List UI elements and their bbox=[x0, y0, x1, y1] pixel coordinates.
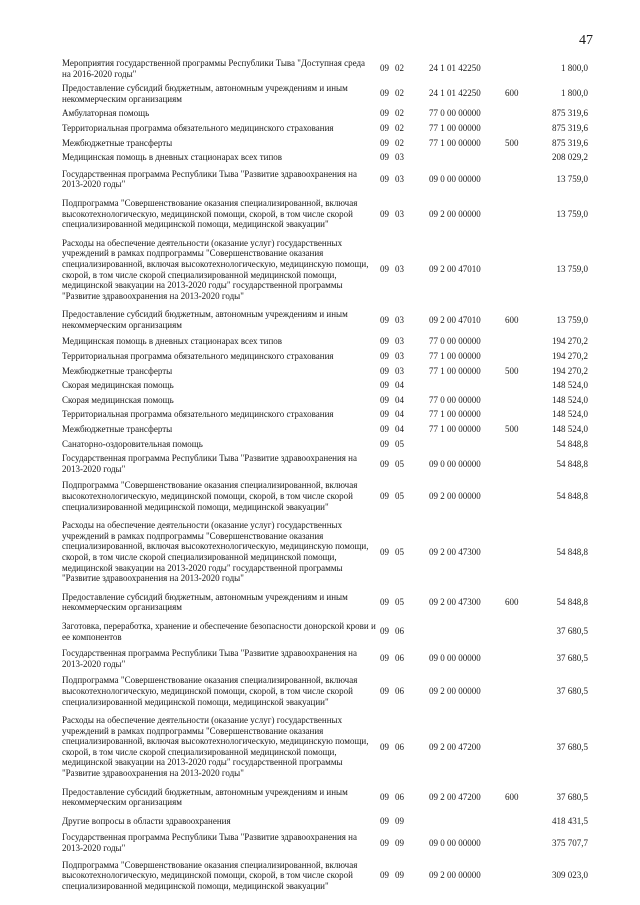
row-section: 09 bbox=[380, 438, 389, 449]
row-subsection: 04 bbox=[395, 424, 404, 435]
row-subsection: 03 bbox=[395, 152, 404, 163]
table-row bbox=[62, 453, 588, 474]
row-amount: 875 319,6 bbox=[552, 108, 588, 119]
row-expense-type: 500 bbox=[505, 424, 519, 435]
table-row bbox=[62, 336, 588, 347]
row-subsection: 02 bbox=[395, 63, 404, 74]
row-target-article: 77 0 00 00000 bbox=[429, 394, 481, 405]
row-name: Территориальная программа обязательного медицинского страхования bbox=[62, 122, 334, 133]
row-section: 09 bbox=[380, 63, 389, 74]
row-subsection: 05 bbox=[395, 438, 404, 449]
row-name: Другие вопросы в области здравоохранения bbox=[62, 815, 231, 826]
row-amount: 208 029,2 bbox=[552, 152, 588, 163]
table-row bbox=[62, 380, 588, 391]
row-subsection: 06 bbox=[395, 653, 404, 664]
row-amount: 13 759,0 bbox=[556, 314, 588, 325]
row-target-article: 77 1 00 00000 bbox=[429, 351, 481, 362]
table-row bbox=[62, 123, 588, 134]
row-name: Предоставление субсидий бюджетным, автономным учреждениям и иным некоммерческим организациям bbox=[62, 83, 348, 104]
row-section: 09 bbox=[380, 208, 389, 219]
row-name: Скорая медицинская помощь bbox=[62, 394, 174, 405]
row-amount: 1 800,0 bbox=[561, 88, 588, 99]
table-row bbox=[62, 648, 588, 669]
row-amount: 375 707,7 bbox=[552, 837, 588, 848]
row-section: 09 bbox=[380, 597, 389, 608]
row-amount: 148 524,0 bbox=[552, 380, 588, 391]
row-target-article: 09 0 00 00000 bbox=[429, 458, 481, 469]
row-amount: 148 524,0 bbox=[552, 409, 588, 420]
row-subsection: 02 bbox=[395, 137, 404, 148]
row-section: 09 bbox=[380, 409, 389, 420]
row-name: Территориальная программа обязательного медицинского страхования bbox=[62, 409, 334, 420]
row-name: Медицинская помощь в дневных стационарах всех типов bbox=[62, 336, 283, 347]
row-subsection: 05 bbox=[395, 546, 404, 557]
row-subsection: 06 bbox=[395, 626, 404, 637]
row-amount: 194 270,2 bbox=[552, 365, 588, 376]
row-section: 09 bbox=[380, 458, 389, 469]
page-number: 47 bbox=[579, 33, 593, 48]
row-subsection: 05 bbox=[395, 458, 404, 469]
row-section: 09 bbox=[380, 685, 389, 696]
row-name: Государственная программа Республики Тыва "Развитие здравоохранения на 2013-2020 годы" bbox=[62, 648, 357, 669]
row-target-article: 09 2 00 47300 bbox=[429, 597, 481, 608]
table-row bbox=[62, 58, 588, 79]
row-expense-type: 500 bbox=[505, 137, 519, 148]
row-subsection: 04 bbox=[395, 394, 404, 405]
row-amount: 37 680,5 bbox=[556, 741, 588, 752]
table-row bbox=[62, 860, 588, 892]
row-section: 09 bbox=[380, 546, 389, 557]
row-expense-type: 500 bbox=[505, 365, 519, 376]
row-name: Расходы на обеспечение деятельности (оказание услуг) государственных учреждений в рамках подпрограммы "Совершенствование оказания специализированной, включая высокотехнологическую, медицинскую помощи, скорой, в том числе скорой специализированной медицинской помощи, медицинской эвакуации на 2013-2020 годы" государственной программы "Развитие здравоохранения на 2013-2020 годы" bbox=[62, 715, 369, 779]
budget-table bbox=[62, 58, 588, 891]
table-row bbox=[62, 198, 588, 230]
row-subsection: 09 bbox=[395, 870, 404, 881]
row-target-article: 77 1 00 00000 bbox=[429, 122, 481, 133]
row-amount: 54 848,8 bbox=[556, 546, 588, 557]
row-target-article: 77 1 00 00000 bbox=[429, 365, 481, 376]
row-section: 09 bbox=[380, 791, 389, 802]
row-name: Предоставление субсидий бюджетным, автономным учреждениям и иным некоммерческим организациям bbox=[62, 591, 348, 613]
row-target-article: 09 2 00 00000 bbox=[429, 491, 481, 501]
row-target-article: 09 2 00 47010 bbox=[429, 314, 481, 325]
row-name: Государственная программа Республики Тыва "Развитие здравоохранения на 2013-2020 годы" bbox=[62, 168, 357, 190]
row-section: 09 bbox=[380, 815, 389, 826]
table-row bbox=[62, 351, 588, 362]
row-target-article: 09 2 00 00000 bbox=[429, 208, 481, 219]
row-name: Подпрограмма "Совершенствование оказания специализированной, включая высокотехнологическую, медицинской помощи, скорой, в том числе скорой специализированной медицинской помощи, медицинской эвакуации" bbox=[62, 675, 358, 707]
row-expense-type: 600 bbox=[505, 791, 519, 802]
row-name: Подпрограмма "Совершенствование оказания специализированной, включая высокотехнологическую, медицинской помощи, скорой, в том числе скорой специализированной медицинской помощи, медицинской эвакуации" bbox=[62, 480, 358, 512]
row-section: 09 bbox=[380, 264, 389, 275]
row-target-article: 24 1 01 42250 bbox=[429, 63, 481, 74]
row-section: 09 bbox=[380, 837, 389, 848]
row-section: 09 bbox=[380, 314, 389, 325]
table-row bbox=[62, 832, 588, 853]
row-section: 09 bbox=[380, 741, 389, 752]
row-subsection: 03 bbox=[395, 174, 404, 185]
row-name: Предоставление субсидий бюджетным, автономным учреждениям и иным некоммерческим организациям bbox=[62, 786, 348, 808]
row-subsection: 05 bbox=[395, 491, 404, 501]
table-row bbox=[62, 592, 588, 613]
row-target-article: 77 1 00 00000 bbox=[429, 409, 481, 420]
row-name: Медицинская помощь в дневных стационарах всех типов bbox=[62, 152, 283, 163]
table-row bbox=[62, 138, 588, 149]
table-row bbox=[62, 83, 588, 104]
row-section: 09 bbox=[380, 870, 389, 881]
row-name: Государственная программа Республики Тыва "Развитие здравоохранения на 2013-2020 годы" bbox=[62, 453, 357, 474]
row-name: Подпрограмма "Совершенствование оказания специализированной, включая высокотехнологическую, медицинской помощи, скорой, в том числе скорой специализированной медицинской помощи, медицинской эвакуации" bbox=[62, 197, 358, 230]
row-subsection: 05 bbox=[395, 597, 404, 608]
row-subsection: 09 bbox=[395, 815, 404, 826]
table-row bbox=[62, 169, 588, 190]
row-target-article: 24 1 01 42250 bbox=[429, 88, 481, 99]
row-name: Расходы на обеспечение деятельности (оказание услуг) государственных учреждений в рамках подпрограммы "Совершенствование оказания специализированной, включая высокотехнологическую, медицинскую помощи, скорой, в том числе скорой специализированной медицинской помощи, медицинской эвакуации на 2013-2020 годы" государственной программы "Развитие здравоохранения на 2013-2020 годы" bbox=[62, 237, 369, 301]
row-subsection: 02 bbox=[395, 88, 404, 99]
row-amount: 13 759,0 bbox=[556, 174, 588, 185]
row-subsection: 02 bbox=[395, 122, 404, 133]
row-section: 09 bbox=[380, 137, 389, 148]
row-section: 09 bbox=[380, 152, 389, 163]
table-row bbox=[62, 787, 588, 808]
row-subsection: 06 bbox=[395, 741, 404, 752]
row-name: Межбюджетные трансферты bbox=[62, 365, 173, 376]
row-amount: 194 270,2 bbox=[552, 336, 588, 347]
row-name: Территориальная программа обязательного медицинского страхования bbox=[62, 351, 334, 362]
row-amount: 875 319,6 bbox=[552, 122, 588, 133]
row-amount: 875 319,6 bbox=[552, 137, 588, 148]
row-subsection: 06 bbox=[395, 791, 404, 802]
row-target-article: 09 0 00 00000 bbox=[429, 837, 481, 848]
row-target-article: 09 0 00 00000 bbox=[429, 653, 481, 664]
table-row bbox=[62, 715, 588, 779]
row-target-article: 77 0 00 00000 bbox=[429, 336, 481, 347]
row-target-article: 09 2 00 47200 bbox=[429, 741, 481, 752]
row-section: 09 bbox=[380, 336, 389, 347]
row-target-article: 09 2 00 00000 bbox=[429, 870, 481, 881]
table-row bbox=[62, 480, 588, 512]
row-target-article: 77 1 00 00000 bbox=[429, 137, 481, 148]
row-target-article: 09 2 00 00000 bbox=[429, 685, 481, 696]
table-row bbox=[62, 816, 588, 827]
row-amount: 54 848,8 bbox=[556, 491, 588, 501]
row-section: 09 bbox=[380, 626, 389, 637]
row-name: Межбюджетные трансферты bbox=[62, 137, 173, 148]
row-expense-type: 600 bbox=[505, 88, 519, 99]
row-amount: 37 680,5 bbox=[556, 791, 588, 802]
row-amount: 54 848,8 bbox=[556, 597, 588, 608]
row-name: Межбюджетные трансферты bbox=[62, 424, 173, 435]
row-section: 09 bbox=[380, 351, 389, 362]
row-name: Амбулаторная помощь bbox=[62, 108, 150, 119]
row-section: 09 bbox=[380, 394, 389, 405]
row-subsection: 03 bbox=[395, 314, 404, 325]
row-subsection: 03 bbox=[395, 336, 404, 347]
row-amount: 194 270,2 bbox=[552, 351, 588, 362]
row-section: 09 bbox=[380, 88, 389, 99]
row-target-article: 09 0 00 00000 bbox=[429, 174, 481, 185]
row-subsection: 06 bbox=[395, 685, 404, 696]
row-subsection: 03 bbox=[395, 208, 404, 219]
row-amount: 37 680,5 bbox=[556, 685, 588, 696]
table-row bbox=[62, 621, 588, 642]
row-section: 09 bbox=[380, 653, 389, 664]
row-amount: 54 848,8 bbox=[556, 458, 588, 469]
row-amount: 54 848,8 bbox=[556, 438, 588, 449]
row-amount: 13 759,0 bbox=[556, 208, 588, 219]
row-subsection: 09 bbox=[395, 837, 404, 848]
table-row bbox=[62, 439, 588, 450]
row-name: Предоставление субсидий бюджетным, автономным учреждениям и иным некоммерческим организациям bbox=[62, 309, 348, 330]
row-expense-type: 600 bbox=[505, 314, 519, 325]
row-amount: 309 023,0 bbox=[552, 870, 588, 881]
row-section: 09 bbox=[380, 174, 389, 185]
row-target-article: 77 0 00 00000 bbox=[429, 108, 481, 119]
row-section: 09 bbox=[380, 108, 389, 119]
row-amount: 148 524,0 bbox=[552, 394, 588, 405]
row-section: 09 bbox=[380, 491, 389, 501]
row-subsection: 03 bbox=[395, 365, 404, 376]
row-subsection: 03 bbox=[395, 351, 404, 362]
row-subsection: 04 bbox=[395, 380, 404, 391]
table-row bbox=[62, 108, 588, 119]
table-row bbox=[62, 520, 588, 584]
row-subsection: 03 bbox=[395, 264, 404, 275]
row-subsection: 02 bbox=[395, 108, 404, 119]
row-amount: 37 680,5 bbox=[556, 653, 588, 664]
row-target-article: 09 2 00 47200 bbox=[429, 791, 481, 802]
row-name: Санаторно-оздоровительная помощь bbox=[62, 438, 203, 449]
row-section: 09 bbox=[380, 380, 389, 391]
table-row bbox=[62, 238, 588, 302]
row-name: Подпрограмма "Совершенствование оказания специализированной, включая высокотехнологическую, медицинской помощи, скорой, в том числе скорой специализированной медицинской помощи, медицинской эвакуации" bbox=[62, 859, 358, 891]
row-amount: 13 759,0 bbox=[556, 264, 588, 275]
row-name: Расходы на обеспечение деятельности (оказание услуг) государственных учреждений в рамках подпрограммы "Совершенствование оказания специализированной, включая высокотехнологическую, медицинскую помощи, скорой, в том числе скорой специализированной медицинской помощи, медицинской эвакуации на 2013-2020 годы" государственной программы "Развитие здравоохранения на 2013-2020 годы" bbox=[62, 520, 369, 584]
table-row bbox=[62, 309, 588, 330]
row-name: Мероприятия государственной программы Республики Тыва "Доступная среда на 2016-2020 годы" bbox=[62, 58, 366, 79]
table-row bbox=[62, 395, 588, 406]
row-target-article: 09 2 00 47300 bbox=[429, 546, 481, 557]
row-amount: 148 524,0 bbox=[552, 424, 588, 435]
row-section: 09 bbox=[380, 122, 389, 133]
table-row bbox=[62, 409, 588, 420]
row-section: 09 bbox=[380, 424, 389, 435]
row-name: Заготовка, переработка, хранение и обеспечение безопасности донорской крови и ее компонентов bbox=[62, 620, 376, 642]
row-name: Государственная программа Республики Тыва "Развитие здравоохранения на 2013-2020 годы" bbox=[62, 832, 357, 854]
row-target-article: 09 2 00 47010 bbox=[429, 264, 481, 275]
row-subsection: 04 bbox=[395, 409, 404, 420]
row-amount: 418 431,5 bbox=[552, 815, 588, 826]
row-name: Скорая медицинская помощь bbox=[62, 380, 174, 391]
table-row bbox=[62, 366, 588, 377]
row-expense-type: 600 bbox=[505, 597, 519, 608]
table-row bbox=[62, 424, 588, 435]
row-section: 09 bbox=[380, 365, 389, 376]
row-amount: 1 800,0 bbox=[561, 63, 588, 74]
table-row bbox=[62, 152, 588, 163]
row-target-article: 77 1 00 00000 bbox=[429, 424, 481, 435]
table-row bbox=[62, 675, 588, 707]
row-amount: 37 680,5 bbox=[556, 626, 588, 637]
